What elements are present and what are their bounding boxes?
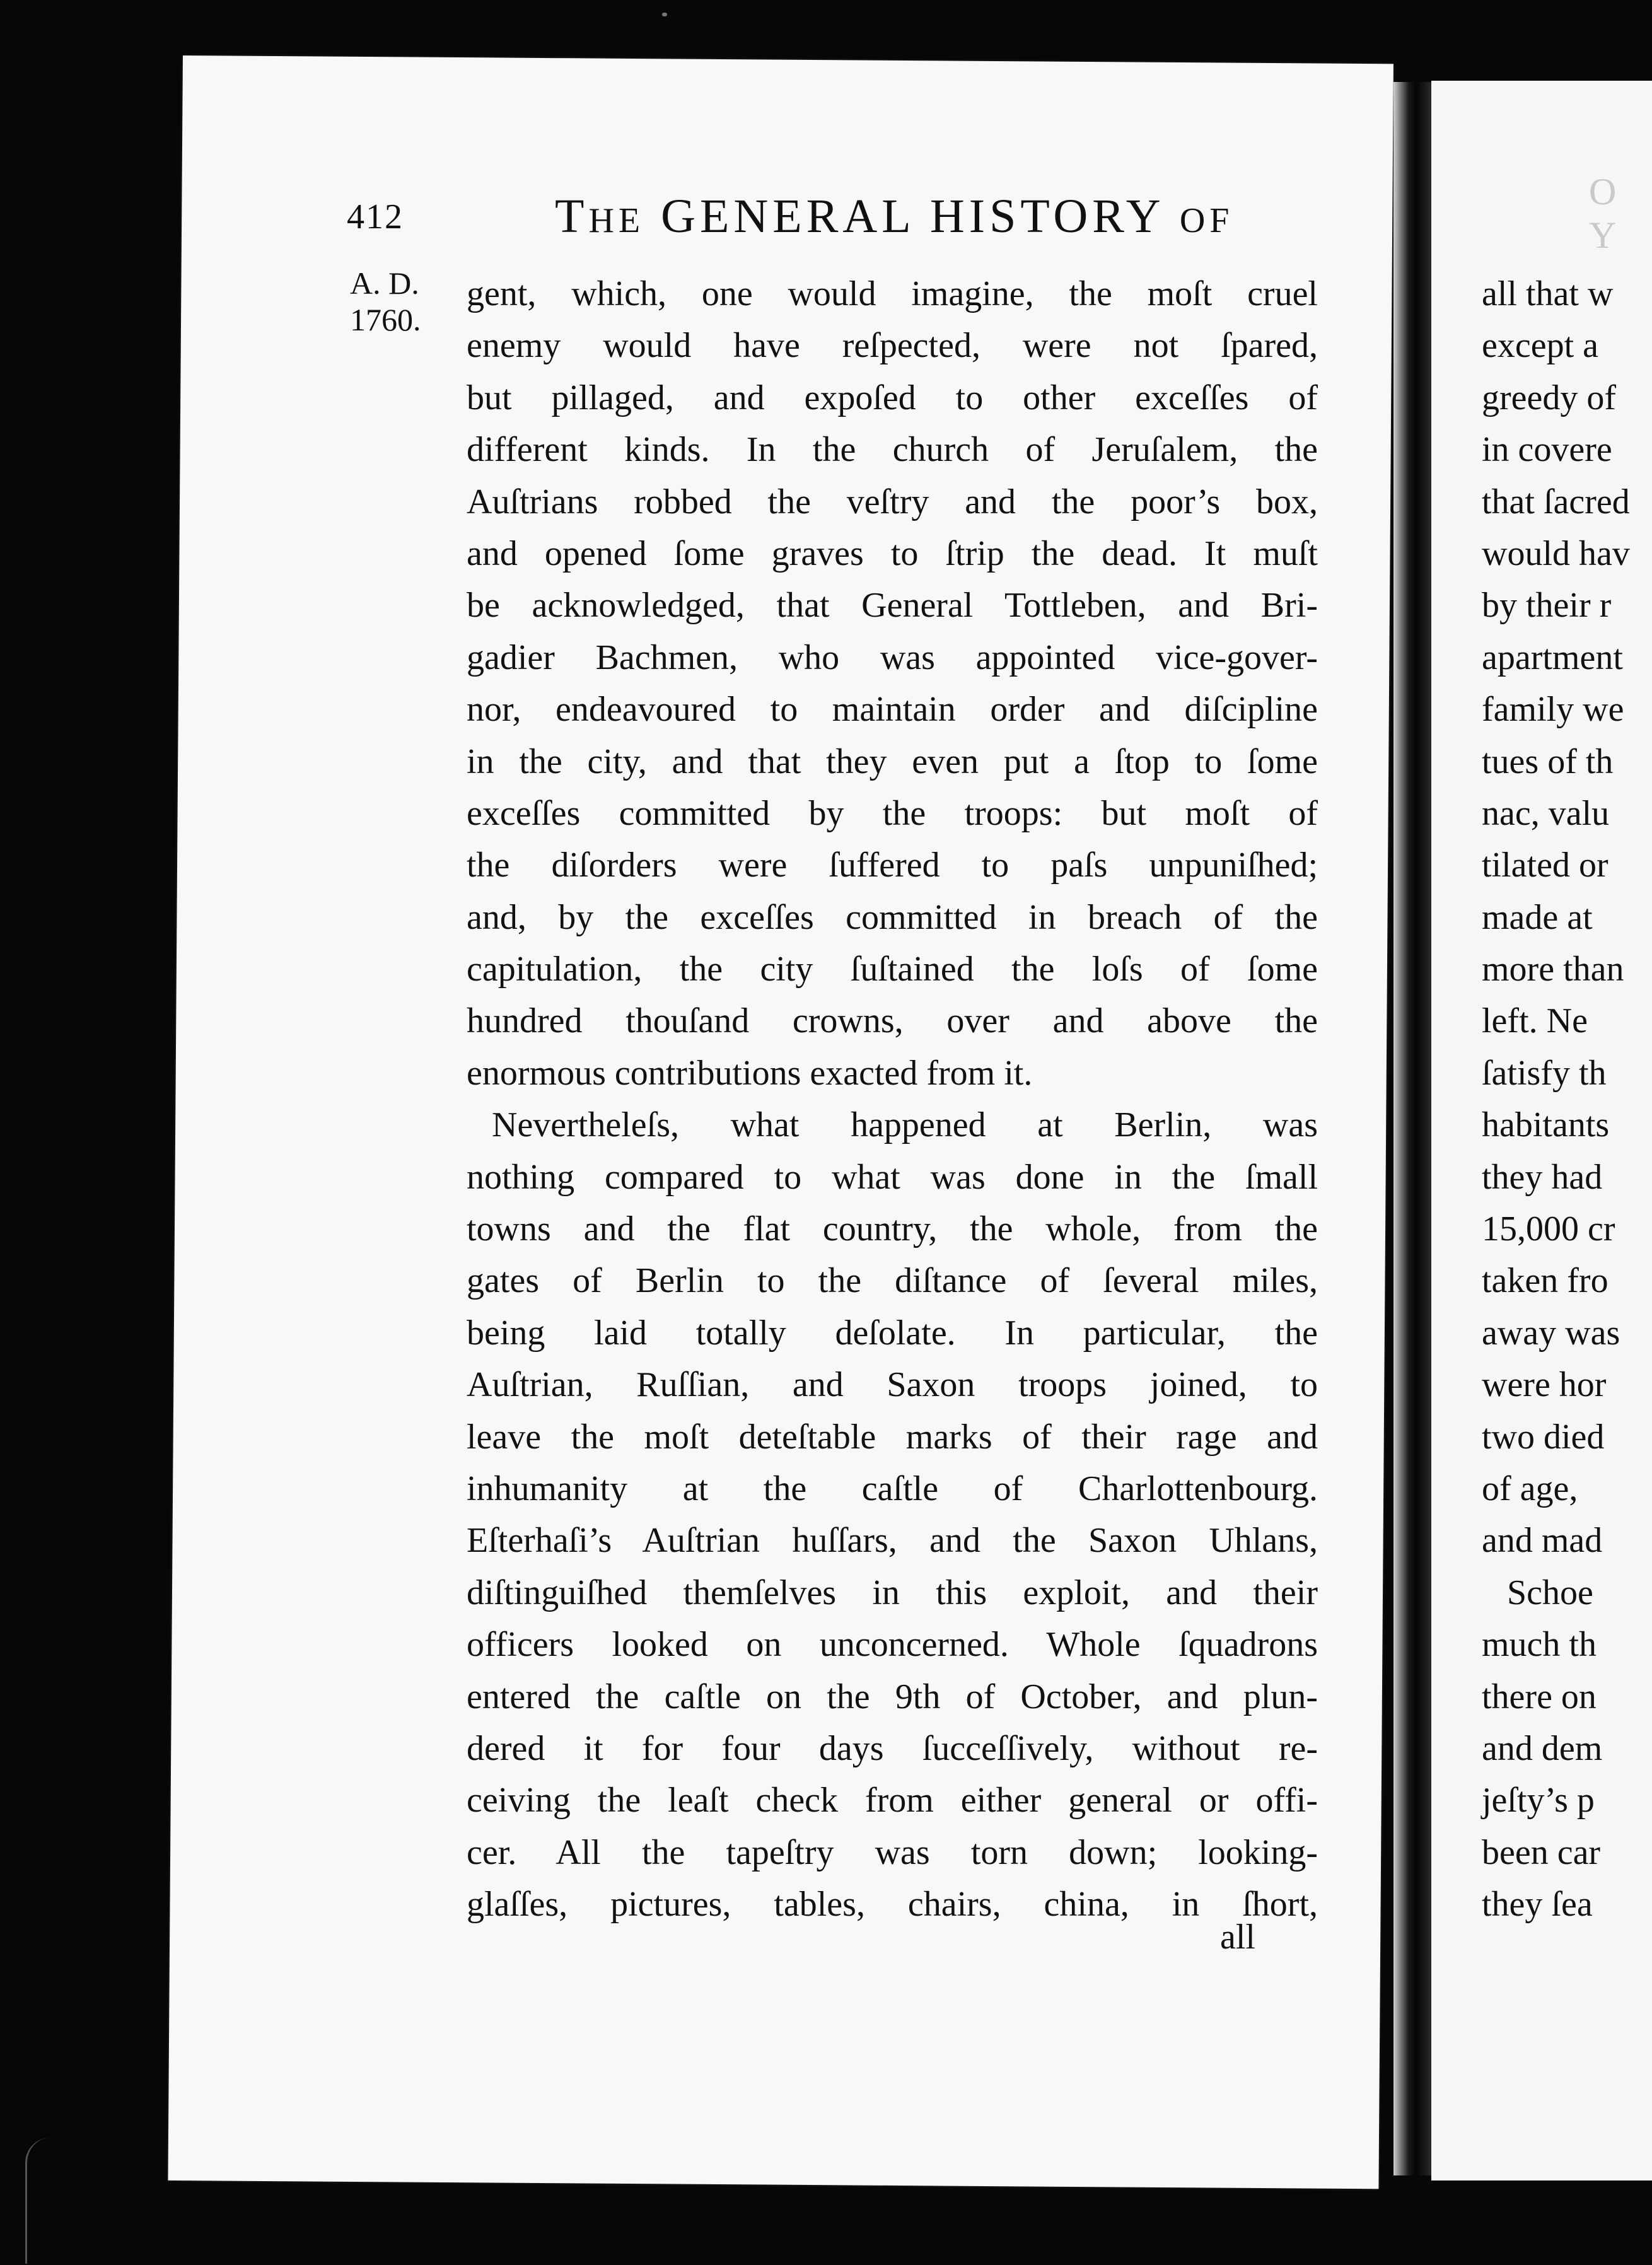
facing-text-line: were hor	[1482, 1365, 1607, 1405]
facing-text-line: away was	[1482, 1313, 1620, 1353]
text-line: hundred thouſand crowns, over and above the	[467, 1001, 1318, 1041]
text-line: and opened ſome graves to ſtrip the dead. It muſt	[467, 533, 1318, 573]
text-line: officers looked on unconcerned. Whole ſquadrons	[467, 1625, 1318, 1665]
facing-text-line: nac, valu	[1482, 793, 1610, 833]
facing-text-line: of age,	[1482, 1469, 1578, 1508]
facing-text-line: would hav	[1482, 533, 1630, 573]
facing-text-line: tilated or	[1482, 846, 1608, 885]
text-line: entered the caſtle on the 9th of October, and plun-	[467, 1677, 1318, 1716]
text-line: cer. All the tapeſtry was torn down; looking-	[467, 1832, 1318, 1872]
page-number: 412	[347, 197, 404, 236]
bleed-through-text: O Y	[1589, 171, 1623, 256]
margin-date-note	[350, 265, 421, 338]
facing-text-line: taken fro	[1482, 1261, 1608, 1301]
text-line: towns and the flat country, the whole, from the	[467, 1209, 1318, 1249]
facing-text-line: two died	[1482, 1417, 1605, 1457]
text-line: inhumanity at the caſtle of Charlottenbourg.	[467, 1469, 1318, 1508]
main-text-block	[467, 268, 1318, 1931]
running-title-small-2: OF	[1179, 201, 1234, 240]
running-title-cap: T	[555, 190, 589, 243]
facing-text-line: that ſacred	[1482, 482, 1630, 521]
facing-text-line: jeſty’s p	[1482, 1781, 1595, 1820]
facing-page-text	[1482, 268, 1630, 1931]
facing-text-line: they had	[1482, 1157, 1603, 1197]
text-line: gadier Bachmen, who was appointed vice-gover-	[467, 638, 1318, 677]
facing-text-line: by their r	[1482, 586, 1612, 626]
facing-text-line: Schoe	[1507, 1573, 1593, 1612]
text-line: and, by the exceſſes committed in breach of the	[467, 897, 1318, 937]
dust-speck	[662, 13, 667, 16]
text-line: enormous contributions exacted from it.	[467, 1053, 1033, 1093]
facing-text-line: they ſea	[1482, 1885, 1593, 1924]
text-line: capitulation, the city ſuſtained the loſs of ſome	[467, 950, 1318, 989]
text-line: being laid totally deſolate. In particular, the	[467, 1313, 1318, 1353]
text-line: but pillaged, and expoſed to other exceſſes of	[467, 378, 1318, 417]
book-gutter	[1393, 82, 1431, 2175]
text-line: gates of Berlin to the diſtance of ſeveral miles,	[467, 1261, 1318, 1301]
text-line: dered it for four days ſucceſſively, without re-	[467, 1728, 1318, 1768]
facing-text-line: habitants	[1482, 1105, 1610, 1145]
page-header	[347, 189, 1267, 259]
facing-text-line: left. Ne	[1482, 1001, 1588, 1041]
text-line: in the city, and that they even put a ſtop to ſome	[467, 742, 1318, 781]
text-line: the diſorders were ſuffered to paſs unpuniſhed;	[467, 846, 1318, 885]
text-line: nothing compared to what was done in the ſmall	[467, 1157, 1318, 1197]
text-line: Nevertheleſs, what happened at Berlin, was	[492, 1105, 1318, 1145]
running-title	[555, 189, 1233, 244]
text-line: enemy would have reſpected, were not ſpared,	[467, 326, 1318, 366]
facing-text-line: made at	[1482, 897, 1593, 937]
text-line: nor, endeavoured to maintain order and diſcipline	[467, 690, 1318, 730]
margin-year: 1760.	[350, 302, 421, 337]
facing-text-line: family we	[1482, 690, 1624, 730]
margin-year-label: A. D.	[350, 265, 419, 301]
text-line: different kinds. In the church of Jeruſalem, the	[467, 430, 1318, 470]
facing-text-line: more than	[1482, 950, 1624, 989]
text-line: Auſtrians robbed the veſtry and the poor’s box,	[467, 482, 1318, 521]
facing-text-line: all that w	[1482, 274, 1614, 313]
facing-text-line: except a	[1482, 326, 1598, 366]
facing-text-line: there on	[1482, 1677, 1597, 1716]
catchword: all	[1220, 1918, 1255, 1957]
text-line: diſtinguiſhed themſelves in this exploit, and their	[467, 1573, 1318, 1612]
facing-text-line: apartment	[1482, 638, 1623, 677]
text-line: leave the moſt deteſtable marks of their rage and	[467, 1417, 1318, 1457]
text-line: exceſſes committed by the troops: but moſt of	[467, 793, 1318, 833]
facing-text-line: 15,000 cr	[1482, 1209, 1615, 1249]
facing-text-line: in covere	[1482, 430, 1612, 470]
text-line: glaſſes, pictures, tables, chairs, china, in ſhort,	[467, 1885, 1318, 1924]
facing-text-line: and mad	[1482, 1521, 1603, 1561]
scan-edge-mark	[25, 2138, 78, 2264]
facing-text-line: greedy of	[1482, 378, 1617, 417]
facing-text-line: been car	[1482, 1832, 1601, 1872]
facing-text-line: much th	[1482, 1625, 1597, 1665]
text-line: be acknowledged, that General Tottleben, and Bri-	[467, 586, 1318, 626]
running-title-small-1: HE	[588, 201, 645, 240]
text-line: Auſtrian, Ruſſian, and Saxon troops joined, to	[467, 1365, 1318, 1405]
facing-text-line: and dem	[1482, 1728, 1603, 1768]
text-line: Eſterhaſi’s Auſtrian huſſars, and the Saxon Uhlans,	[467, 1521, 1318, 1561]
text-line: ceiving the leaſt check from either general or offi-	[467, 1781, 1318, 1820]
text-line: gent, which, one would imagine, the moſt cruel	[467, 274, 1318, 313]
facing-text-line: tues of th	[1482, 742, 1614, 781]
running-title-main: GENERAL HISTORY	[661, 190, 1163, 243]
facing-text-line: ſatisfy th	[1482, 1053, 1607, 1093]
